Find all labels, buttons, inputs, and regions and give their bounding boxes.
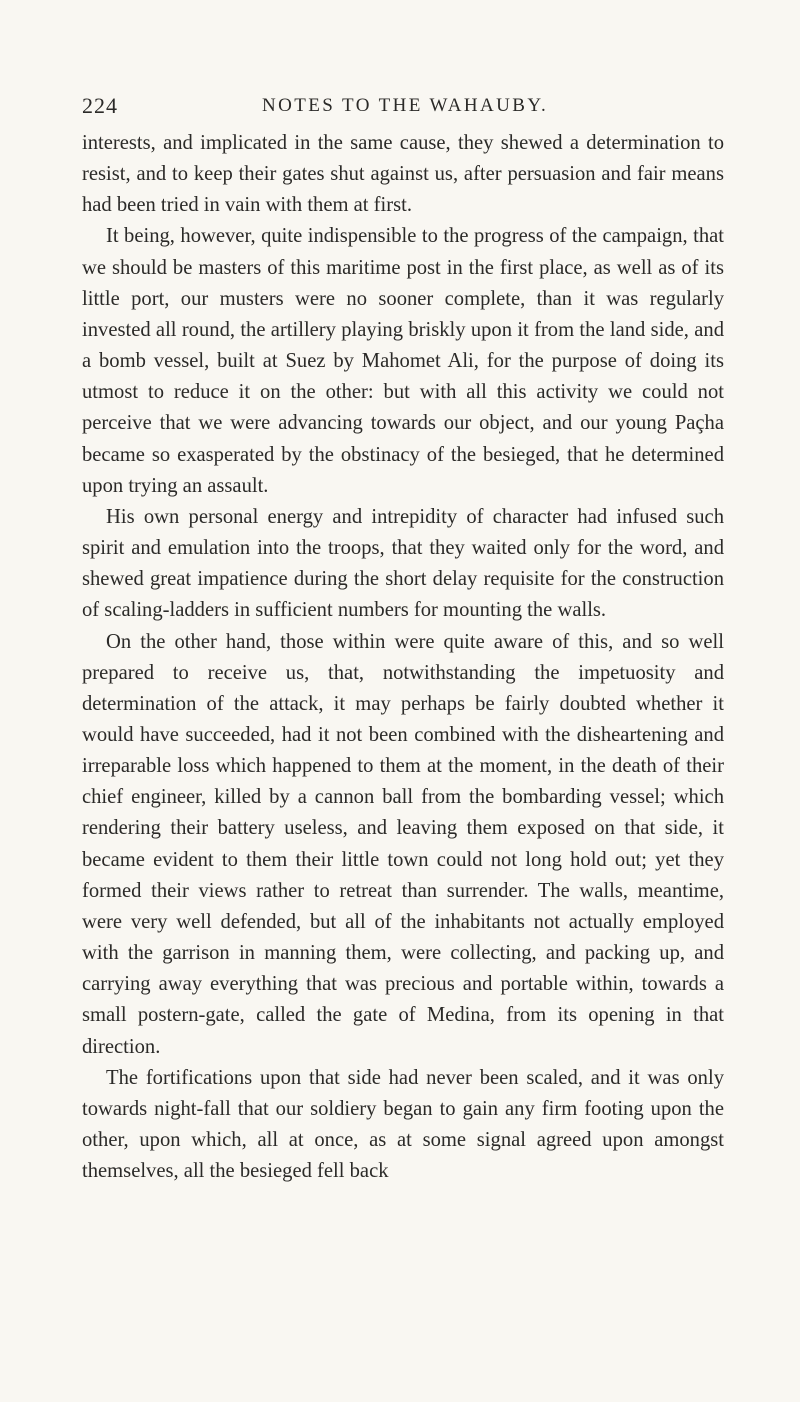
paragraph-5: The fortifications upon that side had never been scaled, and it was only towards night-fall that our soldiery began to gain any firm footing upon the other, upon which, all at once, as at some signal agreed upon amongst themselves, all the besieged fell back [82, 1066, 724, 1183]
paragraph-2: It being, however, quite indispensible to the progress of the campaign, that we should be masters of this maritime post in the first place, as well as of its little port, our musters were no sooner complete, than it was regularly invested all round, the artillery playing briskly upon it from the land side, and a bomb vessel, built at Suez by Mahomet Ali, for the purpose of doing its utmost to reduce it on the other: but with all this activity we could not perceive that we were advancing towards our object, and our young Paçha became so exasperated by the obstinacy of the besieged, that he determined upon trying an assault. [82, 225, 724, 497]
running-head-title: NOTES TO THE WAHAUBY. [262, 95, 549, 116]
paragraph-1: interests, and implicated in the same cause, they shewed a determination to resist, and to keep their gates shut against us, after persuasion and fair means had been tried in vain with them at first. [82, 132, 724, 217]
paragraph-3: His own personal energy and intrepidity of character had infused such spirit and emulation into the troops, that they waited only for the word, and shewed great impatience during the short delay requisite for the construction of scaling-ladders in sufficient numbers for mounting the walls. [82, 505, 724, 622]
page-number: 224 [82, 93, 118, 118]
paragraph-4: On the other hand, those within were quite aware of this, and so well prepared to receive us, that, notwithstanding the impetuosity and determination of the attack, it may perhaps be fairly doubted whether it would have succeeded, had it not been combined with the disheartening and irreparable loss which happened to them at the moment, in the death of their chief engineer, killed by a cannon ball from the bombarding vessel; which rendering their battery useless, and leaving them exposed on that side, it became evident to them their little town could not long hold out; yet they formed their views rather to retreat than surrender. The walls, meantime, were very well defended, but all of the inhabitants not actually employed with the garrison in manning them, were collecting, and packing up, and carrying away everything that was precious and portable within, towards a small postern-gate, called the gate of Medina, from its opening in that direction. [82, 630, 724, 1058]
body-text [82, 128, 724, 1187]
running-head [82, 93, 722, 123]
